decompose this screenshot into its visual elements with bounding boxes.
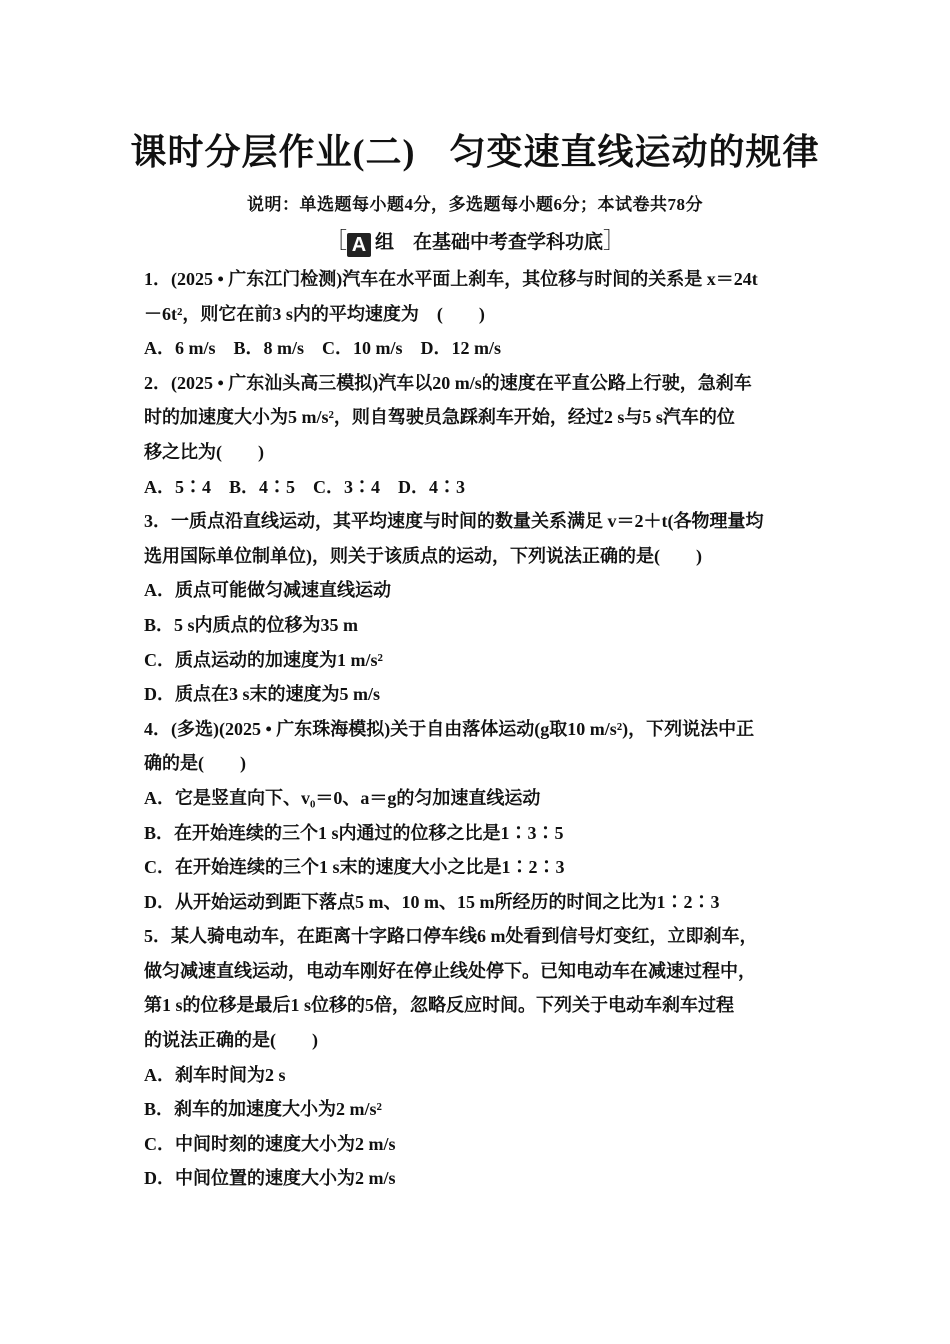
group-badge-icon: A bbox=[347, 233, 371, 257]
question-2-line-3: 移之比为( ) bbox=[144, 441, 264, 462]
question-5-option-d: D．中间位置的速度大小为2 m/s bbox=[144, 1168, 396, 1189]
question-5-option-c: C．中间时刻的速度大小为2 m/s bbox=[144, 1133, 396, 1154]
group-heading bbox=[0, 224, 950, 257]
question-4-option-b: B．在开始连续的三个1 s内通过的位移之比是1∶3∶5 bbox=[144, 822, 564, 843]
question-4-option-d: D．从开始运动到距下落点5 m、10 m、15 m所经历的时间之比为1∶2∶3 bbox=[144, 891, 720, 912]
group-label: 组 在基础中考查学科功底 bbox=[374, 232, 603, 253]
question-2-line-2: 时的加速度大小为5 m/s²，则自驾驶员急踩刹车开始，经过2 s与5 s汽车的位 bbox=[144, 407, 735, 428]
question-4-option-a: A．它是竖直向下、v₀＝0、a＝g的匀加速直线运动 bbox=[144, 787, 541, 808]
question-5 bbox=[144, 919, 810, 1196]
question-1-line-1: 1．(2025 • 广东江门检测)汽车在水平面上刹车，其位移与时间的关系是 x＝24t bbox=[144, 269, 758, 289]
question-5-option-a: A．刹车时间为2 s bbox=[144, 1064, 286, 1085]
question-5-line-4: 的说法正确的是( ) bbox=[144, 1030, 318, 1051]
question-3-option-b: B．5 s内质点的位移为35 m bbox=[144, 614, 359, 635]
question-5-line-3: 第1 s的位移是最后1 s位移的5倍，忽略反应时间。下列关于电动车刹车过程 bbox=[144, 995, 735, 1016]
question-4-line-1: 4．(多选)(2025 • 广东珠海模拟)关于自由落体运动(g取10 m/s²)，下列说法中正 bbox=[144, 718, 755, 739]
page-title bbox=[0, 124, 950, 175]
question-3 bbox=[144, 504, 810, 712]
question-1-line-2: －6t²，则它在前3 s内的平均速度为 ( ) bbox=[144, 303, 485, 324]
question-5-line-1: 5．某人骑电动车，在距离十字路口停车线6 m处看到信号灯变红，立即刹车， bbox=[144, 926, 758, 947]
score-note: 说明：单选题每小题4分，多选题每小题6分；本试卷共78分 bbox=[247, 195, 703, 214]
question-3-option-a: A．质点可能做匀减速直线运动 bbox=[144, 580, 391, 601]
question-4-option-c: C．在开始连续的三个1 s末的速度大小之比是1∶2∶3 bbox=[144, 857, 565, 878]
question-5-line-2: 做匀减速直线运动，电动车刚好在停止线处停下。已知电动车在减速过程中， bbox=[144, 960, 756, 981]
question-2-line-1: 2．(2025 • 广东汕头高三模拟)汽车以20 m/s的速度在平直公路上行驶，急刹车 bbox=[144, 372, 752, 393]
group-bracket-left: ［ bbox=[324, 228, 347, 253]
question-3-option-c: C．质点运动的加速度为1 m/s² bbox=[144, 649, 383, 670]
question-3-line-2: 选用国际单位制单位)，则关于该质点的运动，下列说法正确的是( ) bbox=[144, 545, 702, 566]
group-bracket-right: ］ bbox=[603, 228, 626, 253]
question-1-options: A．6 m/s B．8 m/s C．10 m/s D．12 m/s bbox=[144, 338, 502, 359]
question-4 bbox=[144, 712, 810, 920]
title-sub: 匀变速直线运动的规律 bbox=[449, 132, 820, 172]
title-main: 课时分层作业(二) bbox=[130, 132, 416, 172]
question-2-options: A．5∶4 B．4∶5 C．3∶4 D．4∶3 bbox=[144, 476, 466, 497]
question-3-line-1: 3．一质点沿直线运动，其平均速度与时间的数量关系满足 v＝2＋t(各物理量均 bbox=[144, 511, 764, 532]
question-1 bbox=[144, 262, 810, 366]
question-3-option-d: D．质点在3 s末的速度为5 m/s bbox=[144, 684, 381, 705]
question-5-option-b: B．刹车的加速度大小为2 m/s² bbox=[144, 1099, 382, 1120]
question-4-line-2: 确的是( ) bbox=[144, 753, 246, 774]
question-list bbox=[144, 262, 810, 1196]
question-2 bbox=[144, 366, 810, 504]
